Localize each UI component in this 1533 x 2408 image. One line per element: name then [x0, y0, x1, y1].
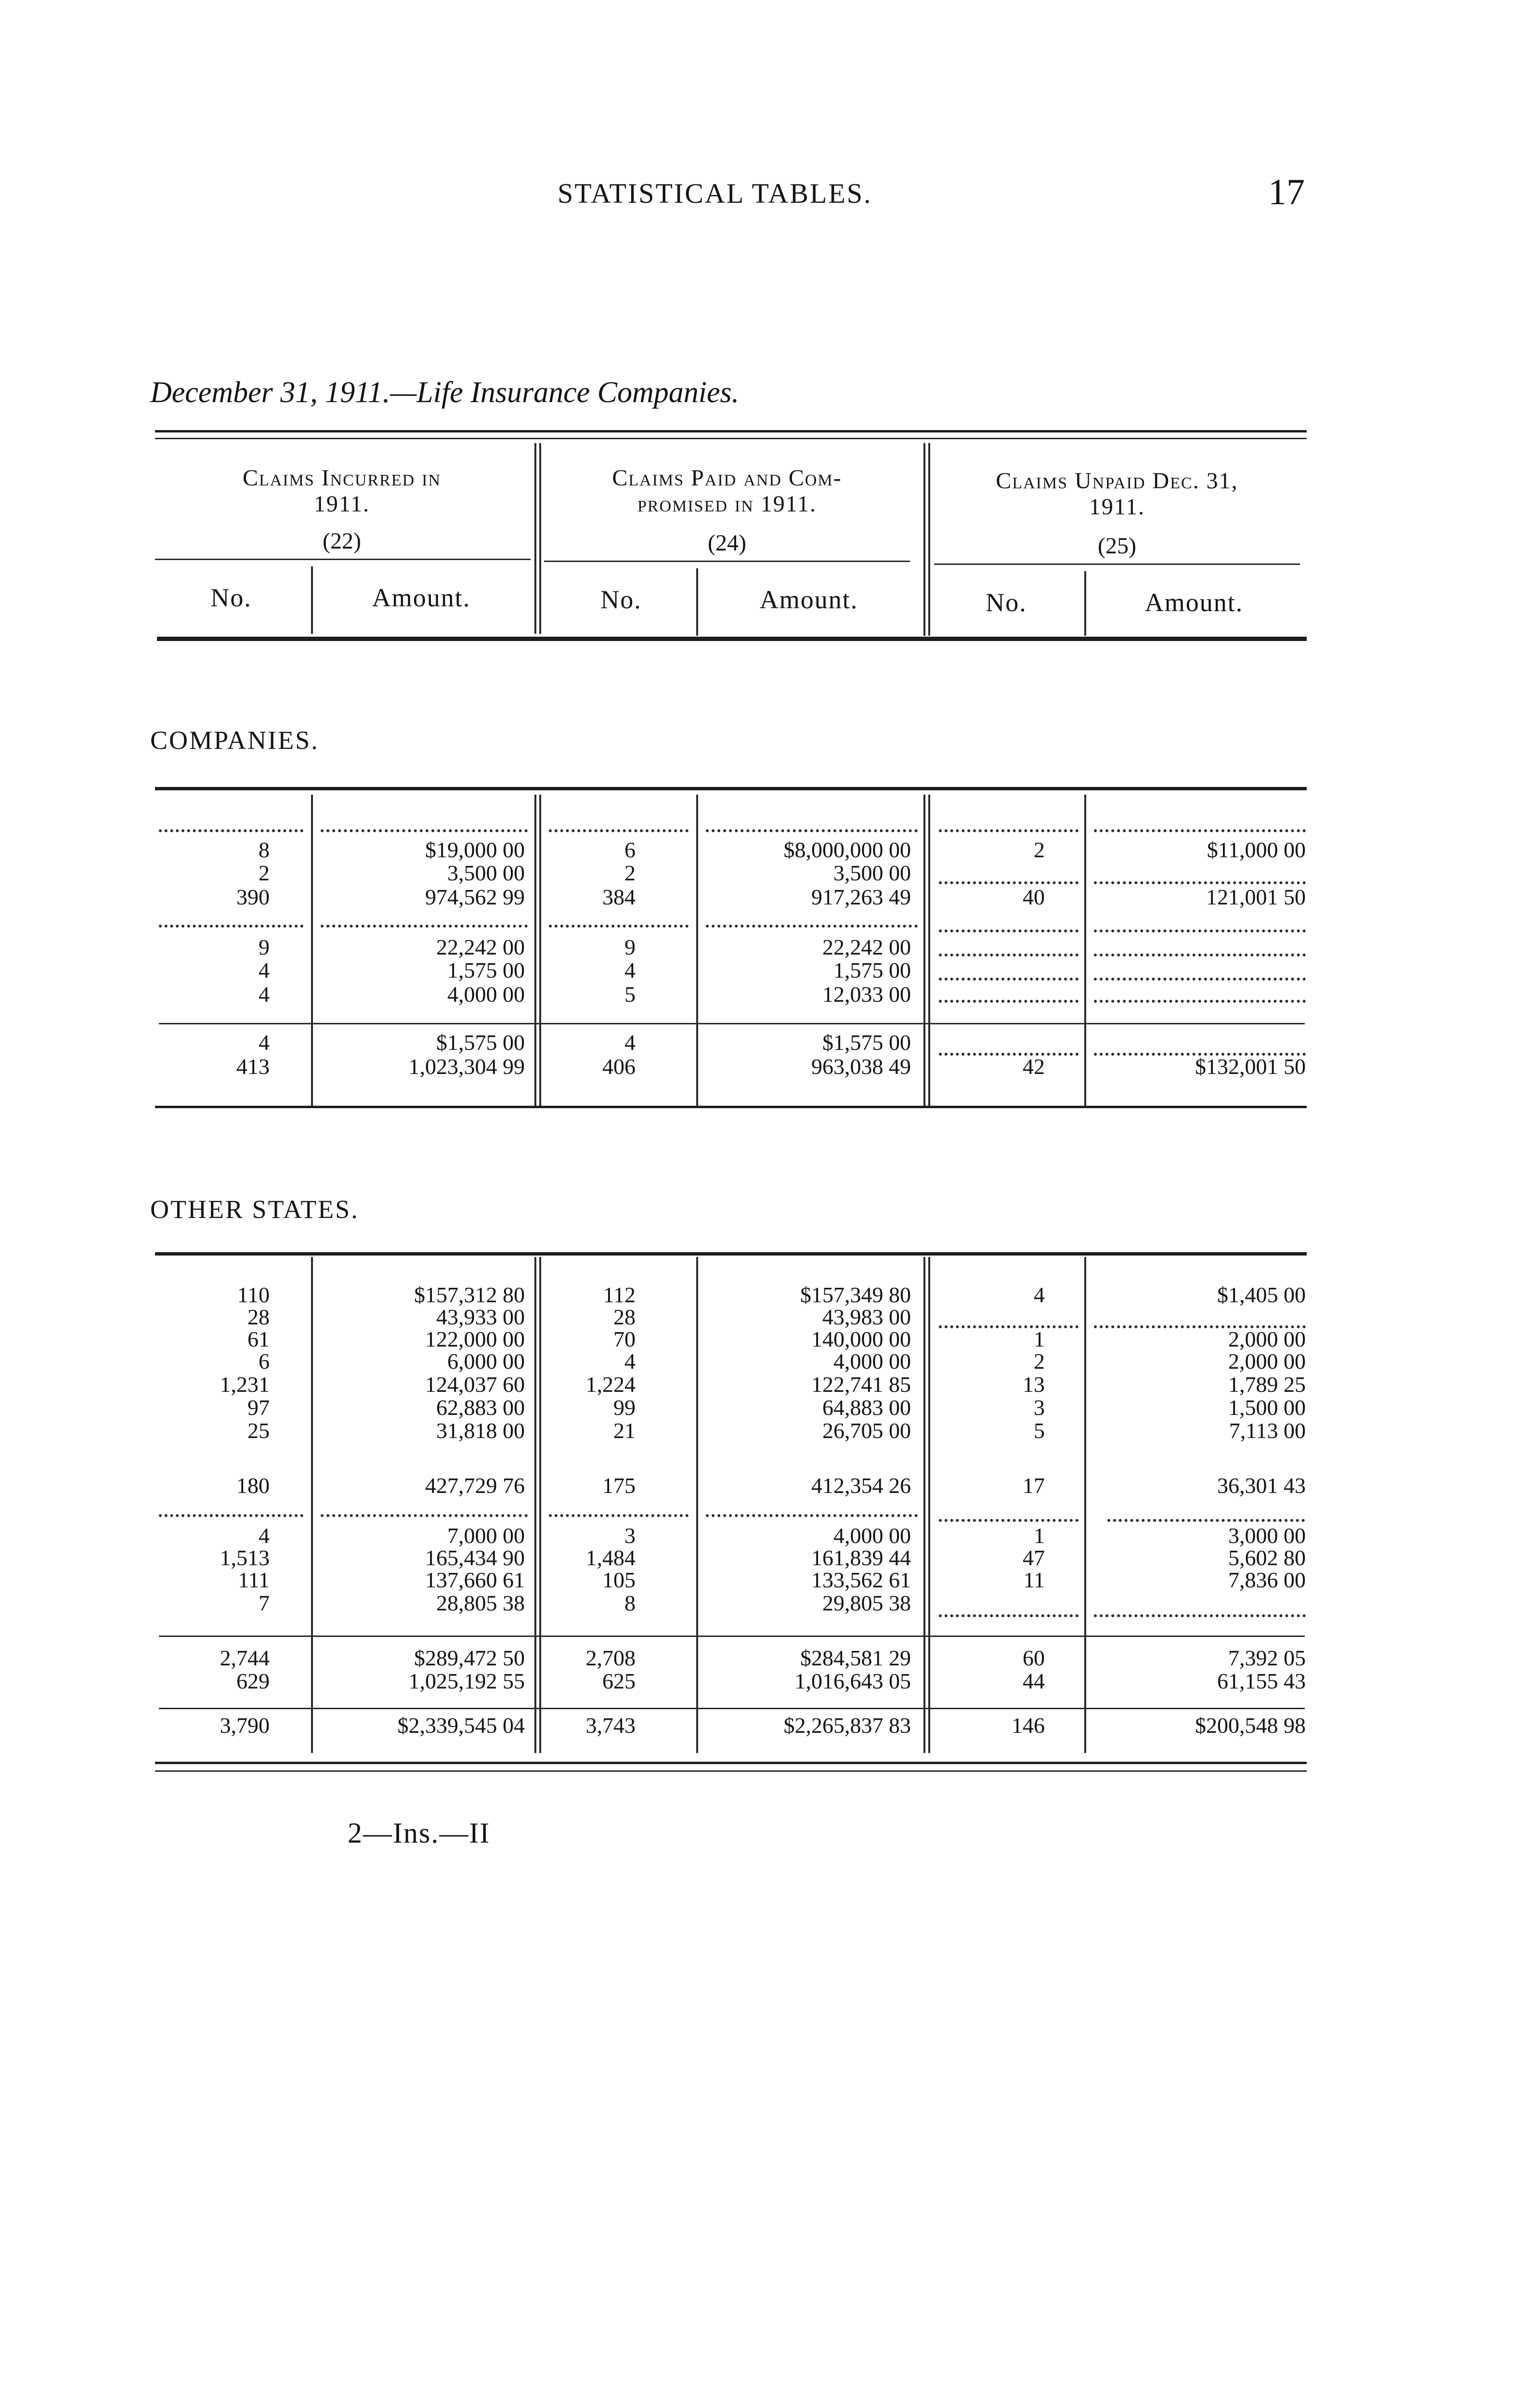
paid-no-cell: 625 — [602, 1669, 636, 1693]
unpaid-no-cell: 60 — [1023, 1646, 1045, 1670]
unpaid-amount-cell — [1094, 1305, 1306, 1329]
unpaid-amount-cell — [1094, 935, 1306, 959]
body-divider — [539, 1257, 541, 1753]
incurred-amount-cell: 137,660 61 — [425, 1568, 525, 1592]
paid-amount-cell: $2,265,837 83 — [783, 1713, 911, 1738]
incurred-title-line1: Claims Incurred in — [242, 465, 442, 491]
incurred-amount-cell: $157,312 80 — [414, 1283, 525, 1307]
incurred-amount-cell: 3,500 00 — [447, 861, 525, 885]
unpaid-amount-cell: 7,392 05 — [1228, 1646, 1306, 1670]
incurred-amount-cell: 43,933 00 — [436, 1305, 525, 1329]
leader-dots — [321, 1514, 528, 1517]
running-header: STATISTICAL TABLES. — [558, 178, 872, 209]
paid-header — [544, 465, 910, 517]
incurred-no-cell: 2 — [259, 861, 270, 885]
incurred-amount-cell: 124,037 60 — [425, 1372, 525, 1397]
unpaid-no-cell: 146 — [1012, 1713, 1045, 1738]
body-divider — [534, 1257, 536, 1753]
top-rule-thin — [155, 438, 1307, 439]
paid-no-label: No. — [600, 585, 642, 614]
paid-no-cell: 175 — [602, 1473, 636, 1498]
unpaid-amount-label: Amount. — [1144, 588, 1244, 617]
paid-amount-cell: 3,500 00 — [833, 861, 911, 885]
body-divider — [539, 795, 541, 1108]
body-divider — [1084, 795, 1086, 1108]
paid-no-cell: 28 — [613, 1305, 636, 1329]
unpaid-header — [934, 468, 1300, 520]
incurred-no-cell: 413 — [236, 1054, 270, 1079]
unpaid-amount-cell: 7,836 00 — [1228, 1568, 1306, 1592]
incurred-no-cell: 4 — [259, 1523, 270, 1548]
companies-rule — [155, 787, 1307, 790]
unpaid-amount-cell: 3,000 00 — [1228, 1523, 1306, 1548]
incurred-amount-cell: $19,000 00 — [425, 838, 525, 862]
incurred-amount-cell: 22,242 00 — [436, 935, 525, 959]
unpaid-amount-cell: $132,001 50 — [1195, 1054, 1306, 1079]
incurred-no-cell: 1,231 — [220, 1372, 270, 1397]
paid-no-cell: 1,224 — [585, 1372, 636, 1397]
incurred-header-rule — [155, 559, 531, 560]
unpaid-amount-cell: 2,000 00 — [1228, 1349, 1306, 1374]
incurred-no-cell: 4 — [259, 1030, 270, 1055]
unpaid-title-line1: Claims Unpaid Dec. 31, — [996, 468, 1238, 494]
incurred-no-cell: 97 — [247, 1395, 270, 1420]
subtotal-rule — [159, 1636, 1305, 1637]
unpaid-amount-cell: 121,001 50 — [1206, 885, 1306, 909]
incurred-no-label: No. — [210, 583, 252, 612]
unpaid-no-cell: 47 — [1023, 1545, 1045, 1570]
subtotal-rule — [159, 1023, 1305, 1024]
paid-amount-cell: 12,033 00 — [822, 982, 911, 1007]
body-divider — [923, 795, 925, 1108]
incurred-no-cell: 111 — [238, 1568, 270, 1592]
body-divider — [928, 795, 930, 1108]
leader-dots — [159, 925, 303, 928]
other-states-rule — [155, 1252, 1307, 1256]
paid-amount-cell: 4,000 00 — [833, 1349, 911, 1374]
unpaid-no-cell: 5 — [1034, 1418, 1045, 1443]
unpaid-amount-cell: $11,000 00 — [1207, 838, 1306, 862]
incurred-amount-cell: 427,729 76 — [425, 1473, 525, 1498]
unpaid-no-cell: 17 — [1023, 1473, 1045, 1498]
unpaid-amount-cell — [1094, 861, 1306, 885]
header-divider — [311, 566, 313, 634]
paid-amount-cell: 1,016,643 05 — [794, 1669, 911, 1693]
unpaid-no-cell: 13 — [1023, 1372, 1045, 1397]
incurred-amount-cell: 6,000 00 — [447, 1349, 525, 1374]
incurred-no-cell: 180 — [236, 1473, 270, 1498]
unpaid-column-number: (25) — [1098, 533, 1136, 559]
unpaid-no-cell — [939, 982, 1045, 1007]
paid-no-cell: 8 — [624, 1591, 636, 1615]
paid-amount-cell: 133,562 61 — [811, 1568, 911, 1592]
unpaid-amount-cell: $1,405 00 — [1217, 1283, 1306, 1307]
paid-amount-cell: $284,581 29 — [800, 1646, 911, 1670]
paid-no-cell: 2 — [624, 861, 636, 885]
incurred-no-cell: 61 — [247, 1327, 270, 1351]
leader-dots — [706, 829, 918, 832]
paid-no-cell: 105 — [602, 1568, 636, 1592]
header-divider — [534, 443, 536, 634]
paid-amount-cell: 26,705 00 — [822, 1418, 911, 1443]
unpaid-no-cell — [939, 935, 1045, 959]
unpaid-amount-cell: 61,155 43 — [1217, 1669, 1306, 1693]
body-divider — [534, 795, 536, 1108]
header-divider — [928, 443, 930, 636]
leader-dots — [1094, 829, 1306, 832]
paid-amount-cell: 122,741 85 — [811, 1372, 911, 1397]
incurred-no-cell: 6 — [259, 1349, 270, 1374]
unpaid-amount-cell — [1094, 1591, 1306, 1615]
paid-amount-cell: 4,000 00 — [833, 1523, 911, 1548]
incurred-no-cell: 8 — [259, 838, 270, 862]
leader-dots — [159, 829, 303, 832]
paid-amount-cell: $1,575 00 — [822, 1030, 911, 1055]
leader-dots — [939, 1519, 1078, 1522]
other-states-section-label: OTHER STATES. — [150, 1195, 359, 1224]
leader-dots — [939, 929, 1078, 932]
bottom-rule — [155, 1762, 1307, 1764]
incurred-amount-cell: 28,805 38 — [436, 1591, 525, 1615]
paid-no-cell: 5 — [624, 982, 636, 1007]
paid-amount-cell: 917,263 49 — [811, 885, 911, 909]
paid-amount-cell: 963,038 49 — [811, 1054, 911, 1079]
paid-no-cell: 4 — [624, 1349, 636, 1374]
unpaid-no-cell: 44 — [1023, 1669, 1045, 1693]
paid-no-cell: 4 — [624, 1030, 636, 1055]
leader-dots — [321, 925, 528, 928]
header-bottom-rule — [157, 637, 1307, 641]
paid-no-cell: 2,708 — [585, 1646, 636, 1670]
leader-dots — [1094, 929, 1306, 932]
paid-amount-cell: 412,354 26 — [811, 1473, 911, 1498]
paid-no-cell: 4 — [624, 958, 636, 982]
leader-dots — [1107, 1519, 1305, 1522]
paid-amount-cell: $157,349 80 — [800, 1283, 911, 1307]
body-divider — [1084, 1257, 1086, 1753]
unpaid-no-label: No. — [986, 588, 1027, 617]
unpaid-amount-cell: 1,789 25 — [1228, 1372, 1306, 1397]
unpaid-no-cell: 1 — [1034, 1327, 1045, 1351]
paid-amount-label: Amount. — [759, 585, 858, 614]
unpaid-no-cell: 40 — [1023, 885, 1045, 909]
incurred-amount-cell: $1,575 00 — [436, 1030, 525, 1055]
body-divider — [923, 1257, 925, 1753]
paid-amount-cell: 22,242 00 — [822, 935, 911, 959]
paid-amount-cell: $8,000,000 00 — [783, 838, 911, 862]
leader-dots — [159, 1514, 303, 1517]
paid-no-cell: 1,484 — [585, 1545, 636, 1570]
incurred-amount-cell: 1,023,304 99 — [408, 1054, 525, 1079]
unpaid-no-cell: 11 — [1023, 1568, 1045, 1592]
body-divider — [311, 1257, 313, 1753]
unpaid-title-line2: 1911. — [1089, 494, 1145, 520]
incurred-amount-cell: 122,000 00 — [425, 1327, 525, 1351]
unpaid-no-cell: 4 — [1034, 1283, 1045, 1307]
unpaid-header-rule — [934, 563, 1300, 565]
unpaid-amount-cell: 5,602 80 — [1228, 1545, 1306, 1570]
paid-amount-cell: 1,575 00 — [833, 958, 911, 982]
table-subtitle: December 31, 1911.—Life Insurance Companies. — [150, 376, 740, 409]
incurred-no-cell: 28 — [247, 1305, 270, 1329]
leader-dots — [706, 925, 918, 928]
paid-amount-cell: 161,839 44 — [811, 1545, 911, 1570]
leader-dots — [939, 829, 1078, 832]
unpaid-no-cell — [939, 861, 1045, 885]
paid-title-line2: promised in 1911. — [637, 491, 817, 517]
leader-dots — [321, 829, 528, 832]
incurred-amount-cell: 974,562 99 — [425, 885, 525, 909]
paid-no-cell: 112 — [603, 1283, 636, 1307]
paid-no-cell: 6 — [624, 838, 636, 862]
paid-column-number: (24) — [708, 530, 746, 556]
incurred-amount-cell: 165,434 90 — [425, 1545, 525, 1570]
leader-dots — [706, 1514, 918, 1517]
incurred-title-line2: 1911. — [313, 491, 370, 517]
body-divider — [928, 1257, 930, 1753]
incurred-amount-label: Amount. — [372, 583, 471, 612]
unpaid-amount-cell — [1094, 1031, 1306, 1055]
incurred-no-cell: 25 — [247, 1418, 270, 1443]
body-divider — [311, 795, 313, 1108]
unpaid-no-cell: 1 — [1034, 1523, 1045, 1548]
paid-no-cell: 406 — [602, 1054, 636, 1079]
unpaid-no-cell — [939, 1591, 1045, 1615]
incurred-amount-cell: $289,472 50 — [414, 1646, 525, 1670]
header-divider — [1084, 571, 1086, 636]
unpaid-no-cell — [939, 1031, 1045, 1055]
total-rule — [159, 1708, 1305, 1709]
paid-amount-cell: 29,805 38 — [822, 1591, 911, 1615]
unpaid-no-cell — [939, 958, 1045, 982]
leader-dots — [549, 925, 689, 928]
unpaid-amount-cell: 1,500 00 — [1228, 1395, 1306, 1420]
signature-mark: 2—Ins.—II — [348, 1817, 491, 1849]
unpaid-amount-cell: 7,113 00 — [1229, 1418, 1306, 1443]
body-divider — [696, 795, 698, 1108]
paid-no-cell: 21 — [613, 1418, 636, 1443]
header-divider — [923, 443, 925, 636]
incurred-amount-cell: $2,339,545 04 — [397, 1713, 525, 1738]
incurred-amount-cell: 7,000 00 — [447, 1523, 525, 1548]
unpaid-amount-cell: 2,000 00 — [1228, 1327, 1306, 1351]
incurred-no-cell: 9 — [259, 935, 270, 959]
unpaid-no-cell: 2 — [1034, 838, 1045, 862]
companies-section-label: COMPANIES. — [150, 726, 319, 755]
incurred-amount-cell: 31,818 00 — [436, 1418, 525, 1443]
unpaid-no-cell: 2 — [1034, 1349, 1045, 1374]
paid-no-cell: 70 — [613, 1327, 636, 1351]
incurred-no-cell: 4 — [259, 958, 270, 982]
page-number: 17 — [1268, 172, 1305, 212]
incurred-header — [159, 465, 525, 517]
unpaid-amount-cell — [1094, 958, 1306, 982]
incurred-amount-cell: 1,575 00 — [447, 958, 525, 982]
top-rule — [155, 430, 1307, 432]
paid-no-cell: 3,743 — [585, 1713, 636, 1738]
bottom-rule-thin — [155, 1770, 1307, 1772]
paid-title-line1: Claims Paid and Com- — [612, 465, 842, 491]
paid-no-cell: 384 — [602, 885, 636, 909]
incurred-no-cell: 4 — [259, 982, 270, 1007]
incurred-no-cell: 3,790 — [220, 1713, 270, 1738]
paid-amount-cell: 140,000 00 — [811, 1327, 911, 1351]
incurred-amount-cell: 62,883 00 — [436, 1395, 525, 1420]
incurred-amount-cell: 1,025,192 55 — [408, 1669, 525, 1693]
body-divider — [696, 1257, 698, 1753]
incurred-no-cell: 390 — [236, 885, 270, 909]
incurred-no-cell: 629 — [236, 1669, 270, 1693]
unpaid-amount-cell: $200,548 98 — [1195, 1713, 1306, 1738]
paid-header-rule — [544, 561, 910, 562]
unpaid-no-cell: 42 — [1023, 1054, 1045, 1079]
incurred-no-cell: 2,744 — [220, 1646, 270, 1670]
header-divider — [539, 443, 541, 634]
unpaid-amount-cell: 36,301 43 — [1217, 1473, 1306, 1498]
paid-no-cell: 9 — [624, 935, 636, 959]
incurred-no-cell: 1,513 — [220, 1545, 270, 1570]
paid-amount-cell: 64,883 00 — [822, 1395, 911, 1420]
paid-no-cell: 99 — [613, 1395, 636, 1420]
incurred-column-number: (22) — [323, 528, 361, 554]
header-divider — [696, 568, 698, 636]
companies-bottom-rule — [155, 1106, 1307, 1108]
paid-no-cell: 3 — [624, 1523, 636, 1548]
unpaid-no-cell: 3 — [1034, 1395, 1045, 1420]
incurred-no-cell: 110 — [237, 1283, 270, 1307]
paid-amount-cell: 43,983 00 — [822, 1305, 911, 1329]
leader-dots — [549, 1514, 689, 1517]
incurred-amount-cell: 4,000 00 — [447, 982, 525, 1007]
incurred-no-cell: 7 — [259, 1591, 270, 1615]
leader-dots — [549, 829, 689, 832]
unpaid-amount-cell — [1094, 982, 1306, 1007]
unpaid-no-cell — [939, 1305, 1045, 1329]
